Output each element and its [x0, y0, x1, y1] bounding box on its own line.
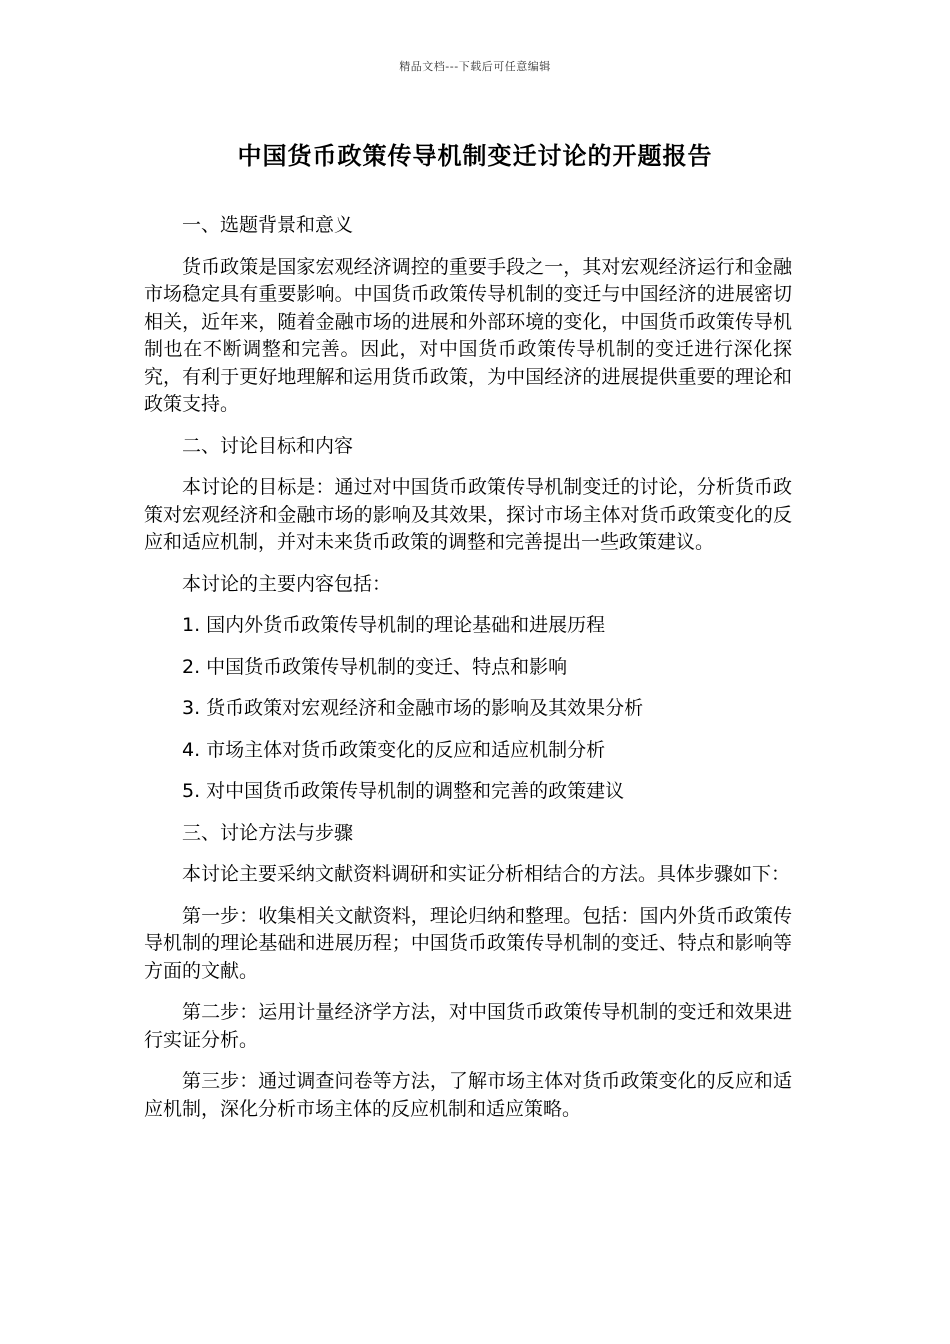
list-item: 4. 市场主体对货币政策变化的反应和适应机制分析	[182, 738, 606, 761]
list-item: 2. 中国货币政策传导机制的变迁、特点和影响	[182, 655, 568, 678]
section-3-step-3: 第三步：通过调查问卷等方法，了解市场主体对货币政策变化的反应和适应机制，深化分析市场主体的反应机制和适应策略。	[144, 1070, 792, 1120]
list-item: 3. 货币政策对宏观经济和金融市场的影响及其效果分析	[182, 697, 644, 719]
section-2-paragraph-contents-intro: 本讨论的主要内容包括：	[182, 572, 392, 595]
section-heading-1: 一、选题背景和意义	[182, 214, 354, 236]
section-heading-2: 二、讨论目标和内容	[182, 434, 354, 457]
document-body	[144, 212, 792, 1137]
list-item: 1. 国内外货币政策传导机制的理论基础和进展历程	[182, 614, 606, 636]
document-title: 中国货币政策传导机制变迁讨论的开题报告	[237, 142, 713, 170]
list-item: 5. 对中国货币政策传导机制的调整和完善的政策建议	[182, 780, 625, 802]
section-3-step-2: 第二步：运用计量经济学方法，对中国货币政策传导机制的变迁和效果进行实证分析。	[144, 1001, 792, 1051]
section-2-paragraph-goal: 本讨论的目标是：通过对中国货币政策传导机制变迁的讨论，分析货币政策对宏观经济和金融市场的影响及其效果，探讨市场主体对货币政策变化的反应和适应机制，并对未来货币政策的调整和完善提出一些政策建议。	[144, 476, 792, 553]
section-3-step-1: 第一步：收集相关文献资料，理论归纳和整理。包括：国内外货币政策传导机制的理论基础和进展历程；中国货币政策传导机制的变迁、特点和影响等方面的文献。	[144, 904, 792, 982]
section-3-paragraph-method: 本讨论主要采纳文献资料调研和实证分析相结合的方法。具体步骤如下：	[182, 863, 791, 885]
section-heading-3: 三、讨论方法与步骤	[182, 821, 354, 844]
section-1-paragraph: 货币政策是国家宏观经济调控的重要手段之一，其对宏观经济运行和金融市场稳定具有重要影响。中国货币政策传导机制的变迁与中国经济的进展密切相关，近年来，随着金融市场的进展和外部环境的变化，中国货币政策传导机制也在不断调整和完善。因此，对中国货币政策传导机制的变迁进行深化探究，有利于更好地理解和运用货币政策，为中国经济的进展提供重要的理论和政策支持。	[144, 255, 792, 415]
header-note: 精品文档---下载后可任意编辑	[399, 60, 551, 73]
